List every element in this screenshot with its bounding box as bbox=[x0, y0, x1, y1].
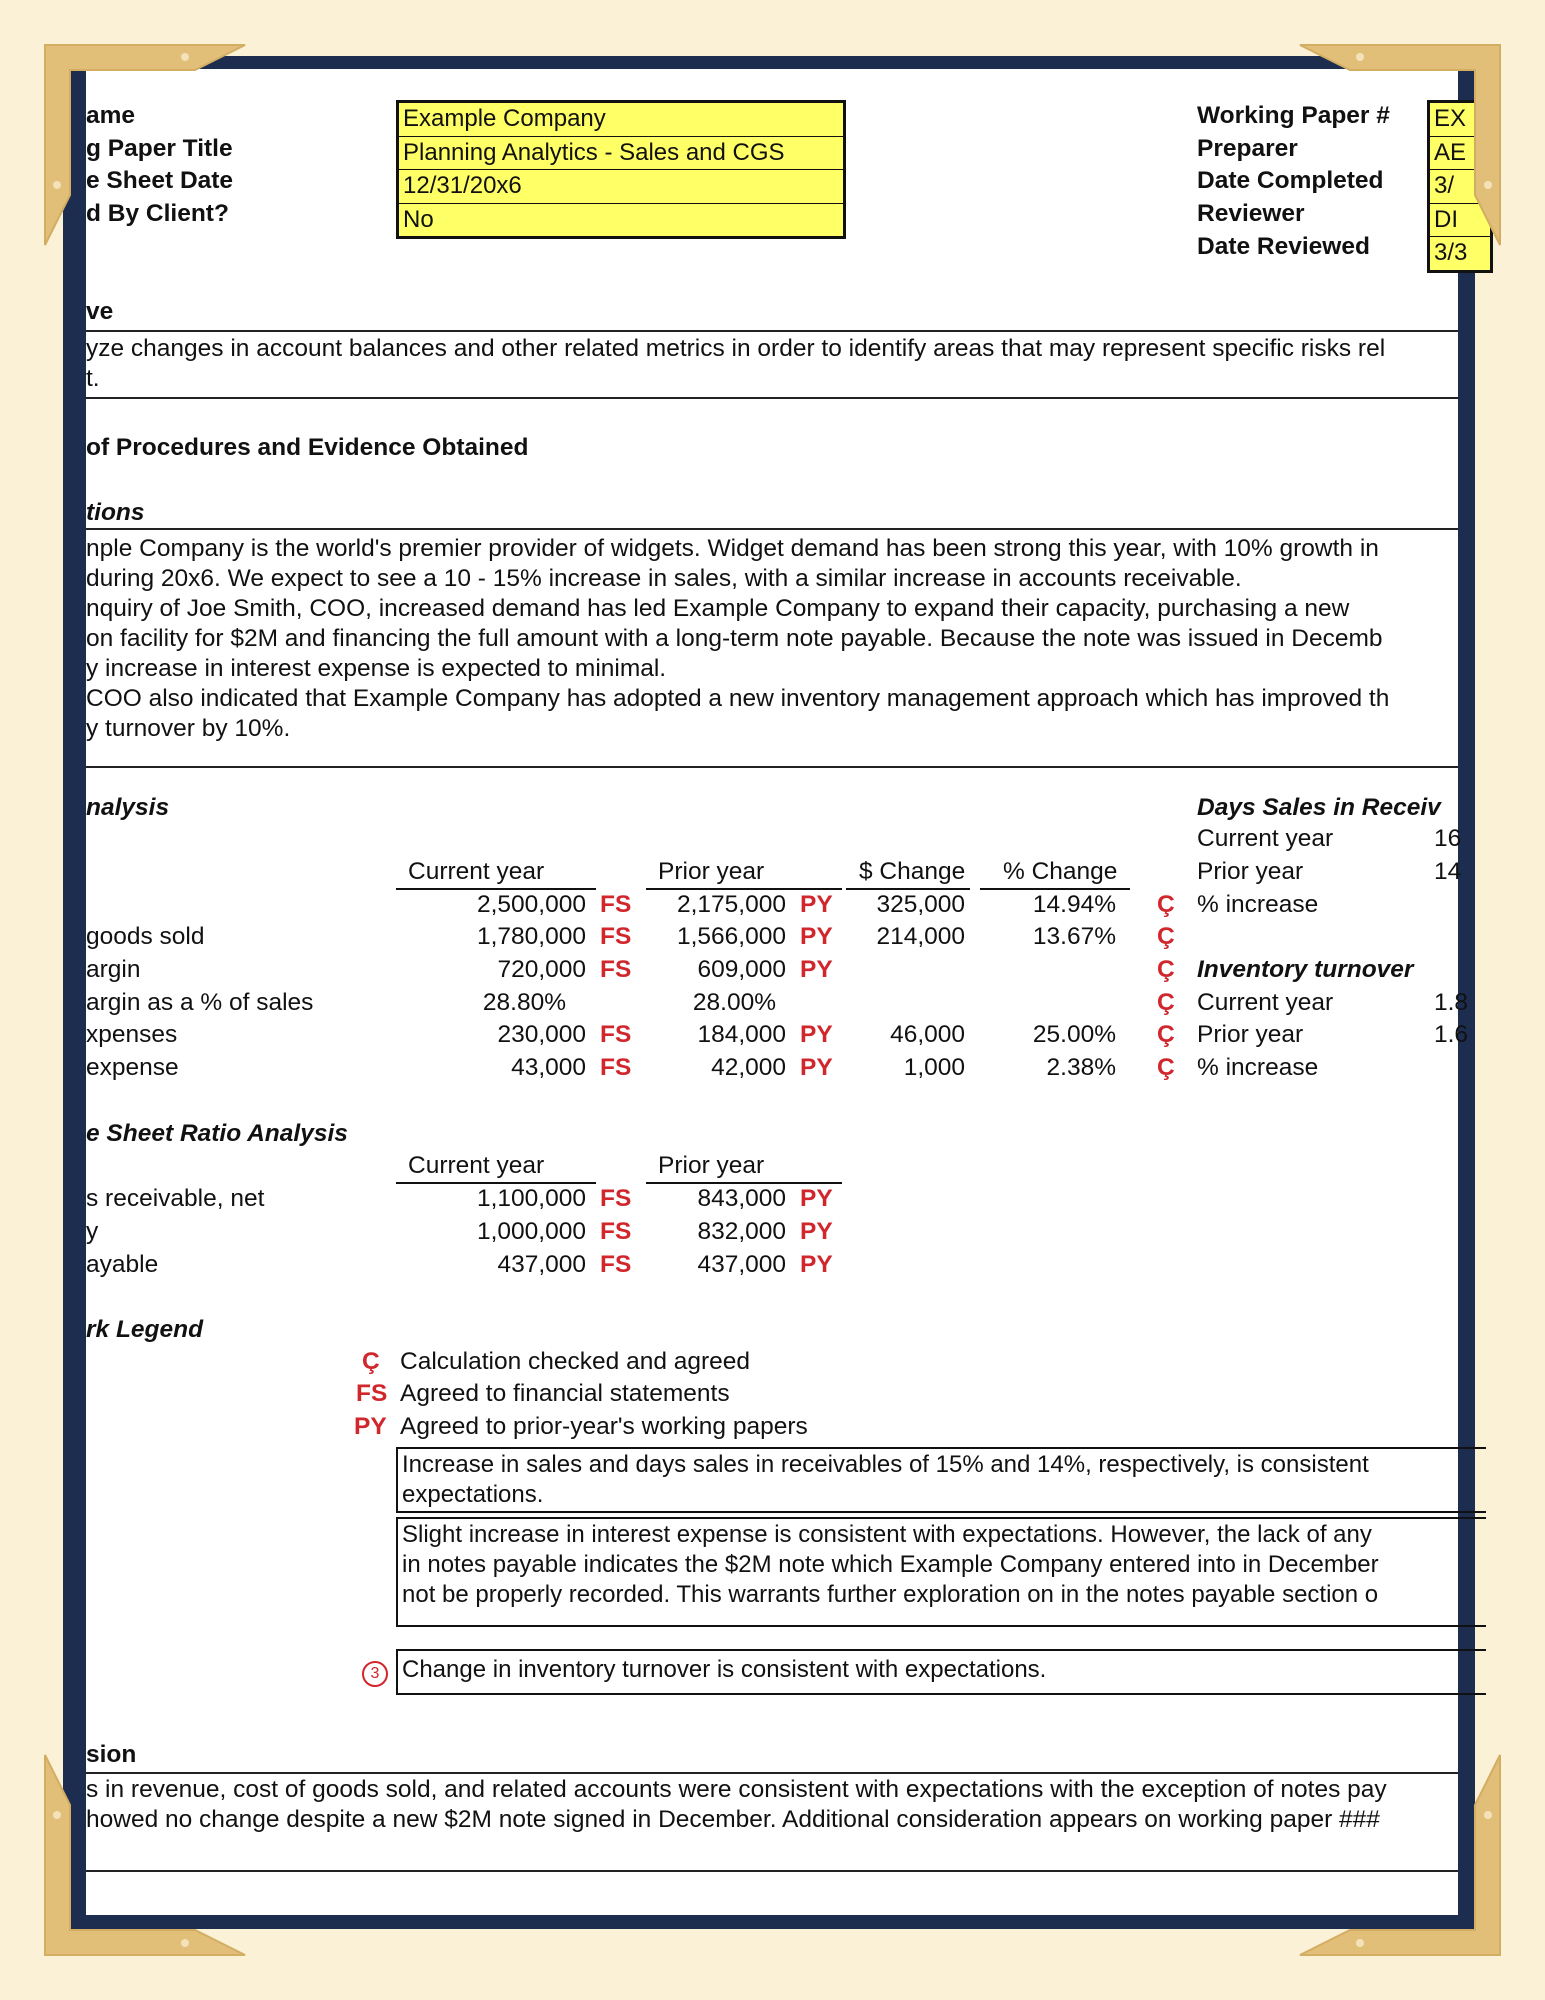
dsr-title: Days Sales in Receiv bbox=[1197, 794, 1441, 821]
fs-tickmark: FS bbox=[600, 923, 632, 950]
by-client-field[interactable]: No bbox=[403, 205, 434, 233]
dollar-change-value: 325,000 bbox=[876, 891, 965, 918]
dollar-change-value: 214,000 bbox=[876, 923, 965, 950]
label-by-client: d By Client? bbox=[86, 200, 229, 227]
prior-year-value: 28.00% bbox=[692, 989, 776, 1016]
py-tickmark: PY bbox=[800, 891, 833, 918]
sheet-date-field[interactable]: 12/31/20x6 bbox=[399, 170, 843, 204]
date-reviewed-field[interactable]: 3/3 bbox=[1434, 239, 1468, 266]
note-line: expectations. bbox=[402, 1481, 544, 1508]
objective-line-1: yze changes in account balances and other related metrics in order to identify areas that may represent specific risks rel bbox=[86, 335, 1386, 362]
dollar-change-value: 46,000 bbox=[890, 1021, 965, 1048]
calc-tickmark: Ç bbox=[1157, 923, 1175, 950]
dollar-change-value: 1,000 bbox=[903, 1054, 965, 1081]
note-line: Increase in sales and days sales in receivables of 15% and 14%, respectively, is consistent bbox=[402, 1451, 1369, 1478]
row-label: y bbox=[86, 1218, 99, 1245]
dsr-row-label: Current year bbox=[1197, 825, 1334, 852]
prior-year-value: 609,000 bbox=[697, 956, 786, 983]
py-tickmark: PY bbox=[800, 1054, 833, 1081]
dsr-row-value: 16 bbox=[1434, 825, 1462, 852]
fs-tickmark: FS bbox=[600, 1021, 632, 1048]
expectations-line: on facility for $2M and financing the full amount with a long-term note payable. Because the note was issued in Decemb bbox=[86, 625, 1383, 652]
header-percent-change: % Change bbox=[1003, 858, 1118, 885]
calc-tickmark: Ç bbox=[1157, 891, 1175, 918]
prior-year-value: 832,000 bbox=[697, 1218, 786, 1245]
row-label: argin bbox=[86, 956, 141, 983]
row-label: xpenses bbox=[86, 1021, 178, 1048]
income-analysis-title: nalysis bbox=[86, 794, 170, 821]
prior-year-value: 843,000 bbox=[697, 1185, 786, 1212]
label-date-reviewed: Date Reviewed bbox=[1197, 233, 1370, 260]
current-year-value: 2,500,000 bbox=[477, 891, 586, 918]
label-reviewer: Reviewer bbox=[1197, 200, 1305, 227]
circled-number-icon: 3 bbox=[362, 1661, 388, 1687]
dsr-row-value: 14 bbox=[1434, 858, 1462, 885]
row-label: goods sold bbox=[86, 923, 205, 950]
expectations-title: tions bbox=[86, 499, 145, 526]
calc-tickmark: Ç bbox=[1157, 989, 1175, 1016]
row-label: expense bbox=[86, 1054, 179, 1081]
corner-bottom-left bbox=[45, 1755, 245, 1955]
paper-title-field[interactable]: Planning Analytics - Sales and CGS bbox=[399, 137, 843, 171]
py-tickmark: PY bbox=[800, 1021, 833, 1048]
percent-change-value: 25.00% bbox=[1032, 1021, 1116, 1048]
percent-change-value: 13.67% bbox=[1032, 923, 1116, 950]
prior-year-value: 1,566,000 bbox=[677, 923, 786, 950]
legend-title: rk Legend bbox=[86, 1316, 204, 1343]
legend-text: Agreed to financial statements bbox=[400, 1380, 730, 1407]
py-tickmark: PY bbox=[800, 923, 833, 950]
expectations-line: COO also indicated that Example Company has adopted a new inventory management approach which has improved th bbox=[86, 685, 1390, 712]
expectations-line: nquiry of Joe Smith, COO, increased demand has led Example Company to expand their capacity, purchasing a new bbox=[86, 595, 1350, 622]
note-line: Slight increase in interest expense is consistent with expectations. However, the lack of any bbox=[402, 1521, 1372, 1548]
current-year-value: 437,000 bbox=[497, 1251, 586, 1278]
conclusion-line-1: s in revenue, cost of goods sold, and related accounts were consistent with expectations with the exception of notes pay bbox=[86, 1776, 1387, 1803]
prior-year-value: 437,000 bbox=[697, 1251, 786, 1278]
inventory-row-label: % increase bbox=[1197, 1054, 1319, 1081]
conclusion-line-2: howed no change despite a new $2M note signed in December. Additional consideration appears on working paper ### bbox=[86, 1806, 1380, 1833]
expectations-line: nple Company is the world's premier provider of widgets. Widget demand has been strong this year, with 10% growth in bbox=[86, 535, 1379, 562]
expectations-line: during 20x6. We expect to see a 10 - 15% increase in sales, with a similar increase in accounts receivable. bbox=[86, 565, 1242, 592]
note-line: in notes payable indicates the $2M note which Example Company entered into in December bbox=[402, 1551, 1379, 1578]
fs-tickmark: FS bbox=[600, 956, 632, 983]
prior-year-value: 42,000 bbox=[711, 1054, 786, 1081]
inventory-turnover-title: Inventory turnover bbox=[1197, 956, 1414, 983]
label-working-paper-number: Working Paper # bbox=[1197, 102, 1390, 129]
expectations-line: y increase in interest expense is expected to minimal. bbox=[86, 655, 667, 682]
header-dollar-change: $ Change bbox=[859, 858, 966, 885]
company-name-field[interactable]: Example Company bbox=[399, 103, 843, 137]
corner-bottom-right bbox=[1300, 1755, 1500, 1955]
legend-text: Agreed to prior-year's working papers bbox=[400, 1413, 808, 1440]
prior-year-value: 184,000 bbox=[697, 1021, 786, 1048]
fs-tickmark: FS bbox=[600, 1251, 632, 1278]
current-year-value: 1,780,000 bbox=[477, 923, 586, 950]
prior-year-value: 2,175,000 bbox=[677, 891, 786, 918]
legend-mark: FS bbox=[356, 1380, 388, 1407]
label-sheet-date: e Sheet Date bbox=[86, 167, 234, 194]
fs-tickmark: FS bbox=[600, 1185, 632, 1212]
current-year-value: 1,000,000 bbox=[477, 1218, 586, 1245]
note-line: not be properly recorded. This warrants further exploration on in the notes payable section o bbox=[402, 1581, 1379, 1608]
date-completed-field[interactable]: 3/ bbox=[1430, 170, 1490, 204]
calc-tickmark: Ç bbox=[1157, 1021, 1175, 1048]
header-prior-year: Prior year bbox=[658, 858, 765, 885]
label-date-completed: Date Completed bbox=[1197, 167, 1384, 194]
current-year-value: 1,100,000 bbox=[477, 1185, 586, 1212]
header-current-year: Current year bbox=[408, 858, 545, 885]
header-current-year: Current year bbox=[408, 1152, 545, 1179]
expectations-line: y turnover by 10%. bbox=[86, 715, 291, 742]
inventory-row-value: 1.6 bbox=[1434, 1021, 1469, 1048]
reviewer-field[interactable]: DI bbox=[1430, 204, 1490, 238]
inventory-row-label: Prior year bbox=[1197, 1021, 1304, 1048]
conclusion-title: sion bbox=[86, 1741, 137, 1768]
current-year-value: 230,000 bbox=[497, 1021, 586, 1048]
label-paper-title: g Paper Title bbox=[86, 135, 233, 162]
py-tickmark: PY bbox=[800, 1185, 833, 1212]
header-prior-year: Prior year bbox=[658, 1152, 765, 1179]
row-label: s receivable, net bbox=[86, 1185, 265, 1212]
fs-tickmark: FS bbox=[600, 1218, 632, 1245]
py-tickmark: PY bbox=[800, 956, 833, 983]
dsr-row-label: % increase bbox=[1197, 891, 1319, 918]
current-year-value: 720,000 bbox=[497, 956, 586, 983]
objective-line-2: t. bbox=[86, 365, 100, 392]
row-label: argin as a % of sales bbox=[86, 989, 314, 1016]
inventory-row-value: 1.8 bbox=[1434, 989, 1469, 1016]
note-line: Change in inventory turnover is consistent with expectations. bbox=[402, 1656, 1047, 1683]
working-paper-number-field[interactable]: EX bbox=[1430, 103, 1490, 137]
current-year-value: 28.80% bbox=[482, 989, 566, 1016]
calc-tickmark: Ç bbox=[1157, 956, 1175, 983]
current-year-value: 43,000 bbox=[511, 1054, 586, 1081]
label-company-name: ame bbox=[86, 102, 136, 129]
legend-mark: PY bbox=[354, 1413, 387, 1440]
legend-text: Calculation checked and agreed bbox=[400, 1348, 751, 1375]
inventory-row-label: Current year bbox=[1197, 989, 1334, 1016]
fs-tickmark: FS bbox=[600, 1054, 632, 1081]
objective-title: ve bbox=[86, 298, 114, 325]
dsr-row-label: Prior year bbox=[1197, 858, 1304, 885]
corner-top-right bbox=[1300, 45, 1500, 245]
legend-mark: Ç bbox=[362, 1348, 380, 1375]
percent-change-value: 2.38% bbox=[1046, 1054, 1116, 1081]
py-tickmark: PY bbox=[800, 1251, 833, 1278]
calc-tickmark: Ç bbox=[1157, 1054, 1175, 1081]
procedures-title: of Procedures and Evidence Obtained bbox=[86, 434, 529, 461]
label-preparer: Preparer bbox=[1197, 135, 1298, 162]
corner-top-left bbox=[45, 45, 245, 245]
py-tickmark: PY bbox=[800, 1218, 833, 1245]
row-label: ayable bbox=[86, 1251, 159, 1278]
percent-change-value: 14.94% bbox=[1032, 891, 1116, 918]
balance-sheet-title: e Sheet Ratio Analysis bbox=[86, 1120, 348, 1147]
fs-tickmark: FS bbox=[600, 891, 632, 918]
preparer-field[interactable]: AE bbox=[1430, 137, 1490, 171]
